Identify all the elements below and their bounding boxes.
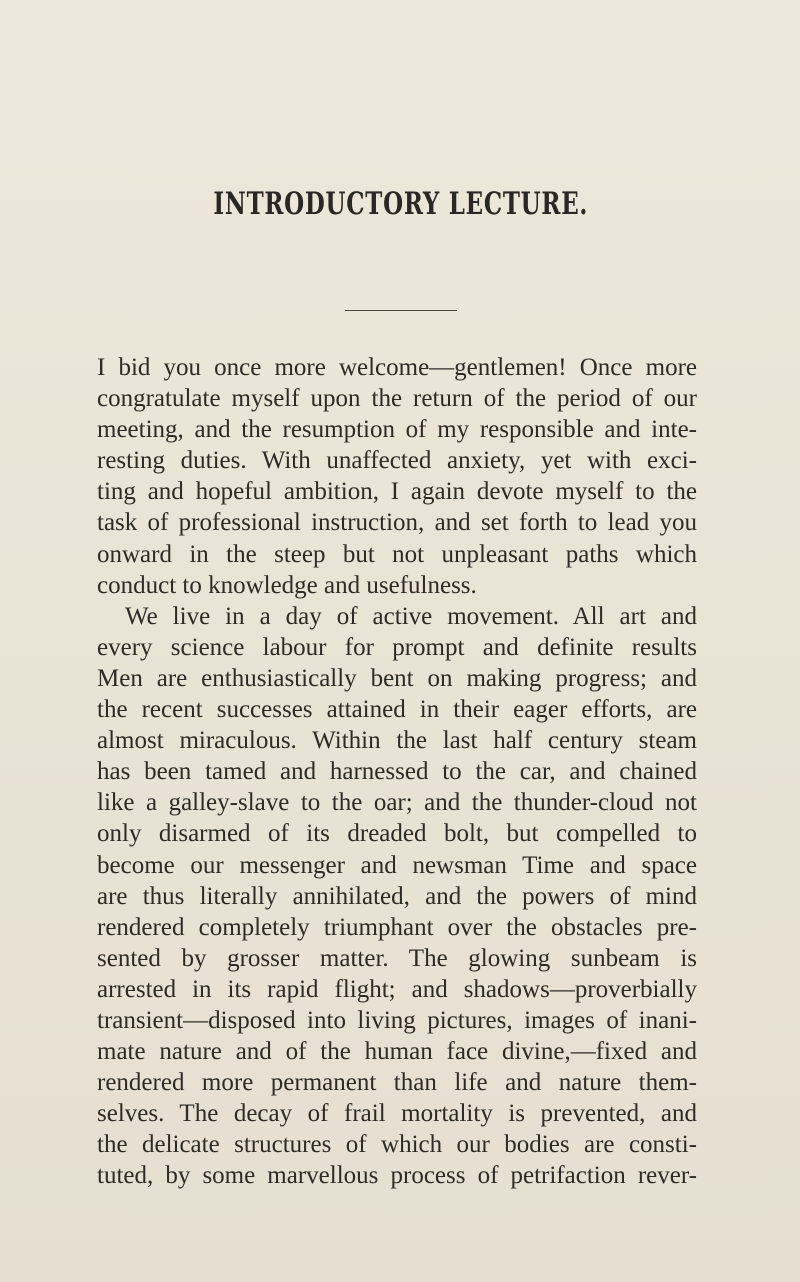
lecture-body: [97, 352, 697, 1192]
text-line: I bid you once more welcome—gentlemen! Once more: [97, 354, 697, 381]
text-line: like a galley-slave to the oar; and the thunder-cloud not: [97, 789, 697, 817]
text-line: We live in a day of active movement. All art and: [125, 602, 697, 630]
text-line: resting duties. With unaffected anxiety, yet with exci-: [97, 447, 697, 475]
page-title: INTRODUCTORY LECTURE.: [213, 186, 589, 222]
text-line: conduct to knowledge and usefulness.: [97, 571, 477, 599]
text-line: rendered more permanent than life and nature them-: [97, 1069, 697, 1097]
text-line: transient—disposed into living pictures, images of inani-: [97, 1006, 697, 1034]
paragraph-1: [97, 352, 697, 601]
text-line: the recent successes attained in their eager efforts, are: [97, 696, 697, 724]
text-line: selves. The decay of frail mortality is prevented, and: [97, 1100, 697, 1128]
text-line: every science labour for prompt and definite results: [97, 633, 697, 661]
paragraph-2: [97, 601, 697, 1192]
text-line: tuted, by some marvellous process of petrifaction rever-: [97, 1162, 697, 1190]
text-line: onward in the steep but not unpleasant paths which: [97, 540, 697, 568]
text-line: Men are enthusiastically bent on making progress; and: [97, 664, 697, 692]
text-line: meeting, and the resumption of my responsible and inte-: [97, 416, 697, 444]
text-line: almost miraculous. Within the last half century steam: [97, 727, 697, 755]
text-line: congratulate myself upon the return of the period of our: [97, 385, 697, 413]
title-divider: [345, 310, 457, 311]
text-line: task of professional instruction, and set forth to lead you: [97, 509, 697, 537]
text-line: sented by grosser matter. The glowing sunbeam is: [97, 944, 697, 972]
text-line: rendered completely triumphant over the obstacles pre-: [97, 913, 697, 941]
text-line: arrested in its rapid flight; and shadows—proverbially: [97, 975, 697, 1003]
text-line: mate nature and of the human face divine,—fixed and: [97, 1038, 697, 1066]
text-line: become our messenger and newsman Time and space: [97, 851, 697, 879]
text-line: the delicate structures of which our bodies are consti-: [97, 1131, 697, 1159]
text-line: only disarmed of its dreaded bolt, but compelled to: [97, 820, 697, 848]
text-line: ting and hopeful ambition, I again devote myself to the: [97, 478, 697, 506]
text-line: are thus literally annihilated, and the powers of mind: [97, 882, 697, 910]
text-line: has been tamed and harnessed to the car, and chained: [97, 758, 697, 786]
